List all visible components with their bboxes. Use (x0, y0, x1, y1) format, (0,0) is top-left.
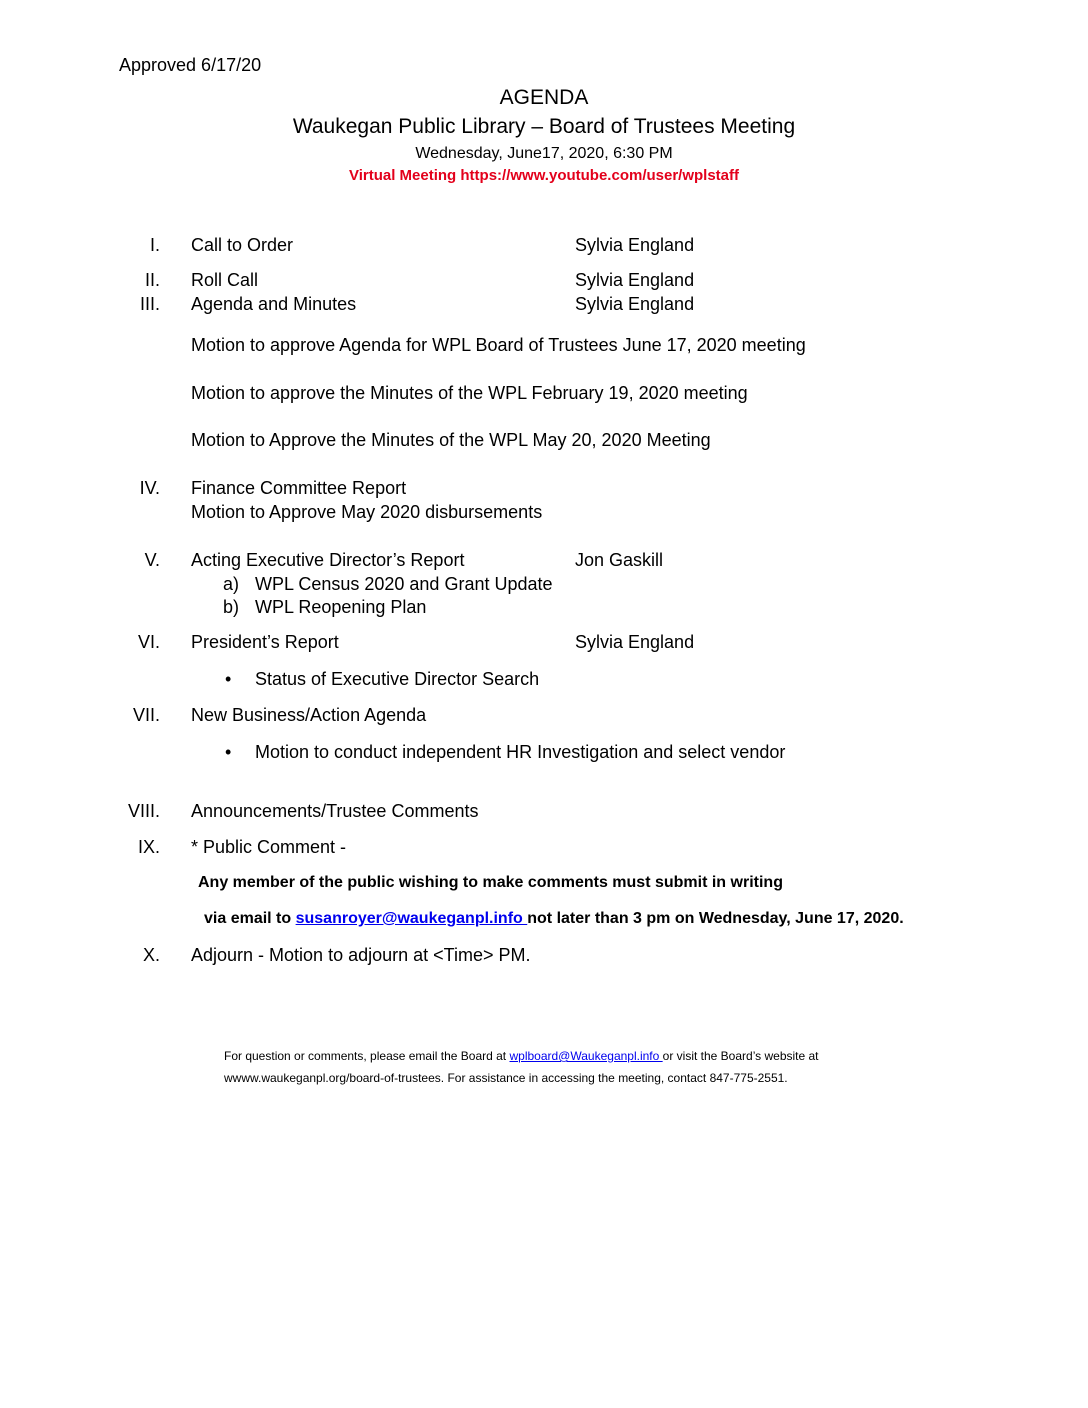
public-comment-email-line (204, 908, 904, 930)
item-title: Roll Call (191, 270, 259, 290)
agenda-title: AGENDA (499, 86, 589, 109)
item-number: IX. (137, 837, 160, 857)
item-title: New Business/Action Agenda (191, 705, 427, 725)
item-title: Acting Executive Director’s Report (191, 550, 465, 570)
item-number: IV. (139, 478, 160, 498)
bullet-text: Status of Executive Director Search (255, 669, 540, 689)
item-title: President’s Report (191, 632, 339, 652)
email-deadline: not later than 3 pm on Wednesday, June 17, 2020. (527, 910, 904, 927)
meeting-date: Wednesday, June17, 2020, 6:30 PM (415, 145, 673, 162)
motion-text: Motion to Approve May 2020 disbursements (191, 502, 543, 522)
item-number: VIII. (127, 801, 160, 821)
item-number: II. (144, 270, 160, 290)
item-number: VII. (132, 705, 160, 725)
sub-item-text: WPL Census 2020 and Grant Update (255, 574, 553, 594)
sub-item-label: b) (223, 597, 240, 617)
motion-text: Motion to Approve the Minutes of the WPL May 20, 2020 Meeting (191, 430, 711, 450)
item-number: VI. (137, 632, 160, 652)
item-title: Finance Committee Report (191, 478, 407, 498)
item-presenter: Sylvia England (575, 294, 695, 314)
motion-text: Motion to approve the Minutes of the WPL February 19, 2020 meeting (191, 383, 748, 403)
email-prefix: via email to (204, 910, 296, 927)
public-comment-email-link[interactable]: susanroyer@waukeganpl.info (295, 910, 528, 927)
item-presenter: Jon Gaskill (575, 550, 664, 570)
item-number: V. (144, 550, 160, 570)
item-title: Announcements/Trustee Comments (191, 801, 479, 821)
item-presenter: Sylvia England (575, 235, 695, 255)
footer-line-2: wwww.waukeganpl.org/board-of-trustees. For assistance in accessing the meeting, contact 847-775-2551. (224, 1071, 788, 1085)
bullet-icon: • (225, 742, 232, 762)
item-title: Adjourn - Motion to adjourn at <Time> PM. (191, 945, 531, 965)
item-number: X. (142, 945, 160, 965)
item-presenter: Sylvia England (575, 632, 695, 652)
approved-stamp: Approved 6/17/20 (119, 55, 262, 75)
virtual-meeting-link[interactable]: Virtual Meeting https://www.youtube.com/user/wplstaff (348, 167, 740, 184)
sub-item-label: a) (223, 574, 240, 594)
bullet-icon: • (225, 669, 232, 689)
footer-email-link[interactable]: wplboard@Waukeganpl.info (509, 1049, 663, 1063)
item-title: * Public Comment - (191, 837, 347, 857)
bullet-text: Motion to conduct independent HR Investigation and select vendor (255, 742, 786, 762)
public-comment-note: Any member of the public wishing to make comments must submit in writing (198, 874, 783, 891)
footer-prefix: For question or comments, please email the Board at (224, 1049, 510, 1063)
footer-suffix: or visit the Board’s website at (662, 1049, 819, 1063)
meeting-title: Waukegan Public Library – Board of Trustees Meeting (292, 115, 796, 138)
item-presenter: Sylvia England (575, 270, 695, 290)
item-number: III. (139, 294, 160, 314)
item-number: I. (149, 235, 160, 255)
item-title: Call to Order (191, 235, 294, 255)
sub-item-text: WPL Reopening Plan (255, 597, 427, 617)
item-title: Agenda and Minutes (191, 294, 357, 314)
footer-line-1 (224, 1048, 819, 1064)
motion-text: Motion to approve Agenda for WPL Board of Trustees June 17, 2020 meeting (191, 335, 806, 355)
